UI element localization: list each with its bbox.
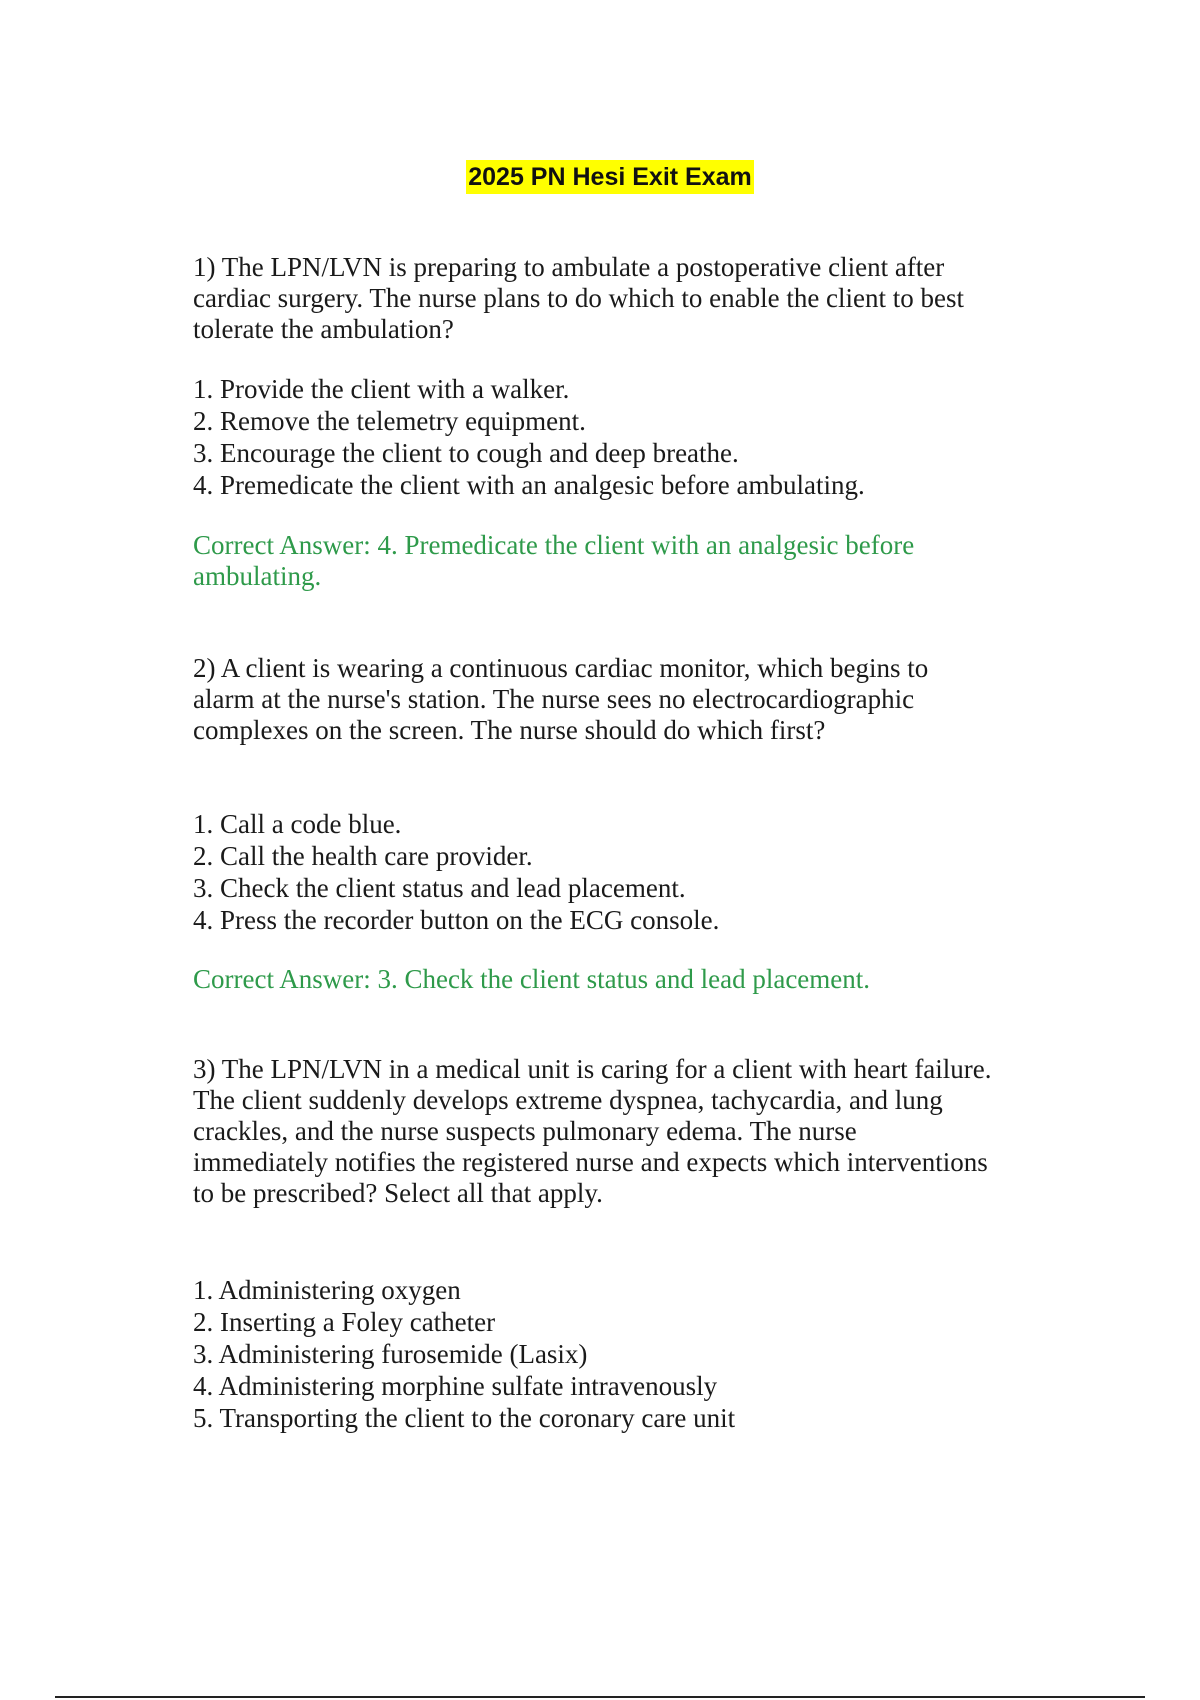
- options-block-1: [193, 373, 993, 501]
- list-item: 1. Administering oxygen: [193, 1275, 461, 1305]
- list-item: 3. Administering furosemide (Lasix): [193, 1339, 588, 1369]
- options-list: [193, 808, 993, 936]
- list-item: 4. Premedicate the client with an analgesic before ambulating.: [193, 470, 865, 500]
- question-block-2: [193, 653, 993, 746]
- list-item: 2. Inserting a Foley catheter: [193, 1307, 496, 1337]
- list-item: 2. Remove the telemetry equipment.: [193, 406, 586, 436]
- list-item: 4. Administering morphine sulfate intravenously: [193, 1371, 718, 1401]
- list-item: 2. Call the health care provider.: [193, 841, 533, 871]
- options-block-2: [193, 808, 993, 936]
- list-item: 1. Provide the client with a walker.: [193, 374, 570, 404]
- list-item: 3. Check the client status and lead placement.: [193, 873, 686, 903]
- correct-answer: Correct Answer: 4. Premedicate the client with an analgesic before ambulating.: [193, 530, 915, 591]
- answer-block-1: [193, 530, 993, 592]
- list-item: 4. Press the recorder button on the ECG console.: [193, 905, 720, 935]
- options-list: [193, 1274, 993, 1434]
- question-text: 2) A client is wearing a continuous cardiac monitor, which begins to alarm at the nurse's station. The nurse sees no electrocardiographic complexes on the screen. The nurse should do which first?: [193, 653, 929, 745]
- question-block-1: [193, 252, 993, 345]
- list-item: 3. Encourage the client to cough and deep breathe.: [193, 438, 739, 468]
- question-block-3: [193, 1054, 993, 1209]
- correct-answer: Correct Answer: 3. Check the client status and lead placement.: [193, 964, 871, 994]
- options-block-3: [193, 1274, 993, 1434]
- list-item: 5. Transporting the client to the coronary care unit: [193, 1403, 736, 1433]
- list-item: 1. Call a code blue.: [193, 809, 402, 839]
- question-text: 1) The LPN/LVN is preparing to ambulate a postoperative client after cardiac surgery. The nurse plans to do which to enable the client to best tolerate the ambulation?: [193, 252, 965, 344]
- options-list: [193, 373, 993, 501]
- answer-block-2: [193, 964, 993, 995]
- document-title: 2025 PN Hesi Exit Exam: [466, 160, 754, 194]
- question-text: 3) The LPN/LVN in a medical unit is caring for a client with heart failure. The client suddenly develops extreme dyspnea, tachycardia, and lung crackles, and the nurse suspects pulmonary edema. The nurse immediately notifies the registered nurse and expects which interventions to be prescribed? Select all that apply.: [193, 1054, 992, 1208]
- bottom-divider: [55, 1696, 1145, 1698]
- title-wrapper: [0, 160, 1200, 194]
